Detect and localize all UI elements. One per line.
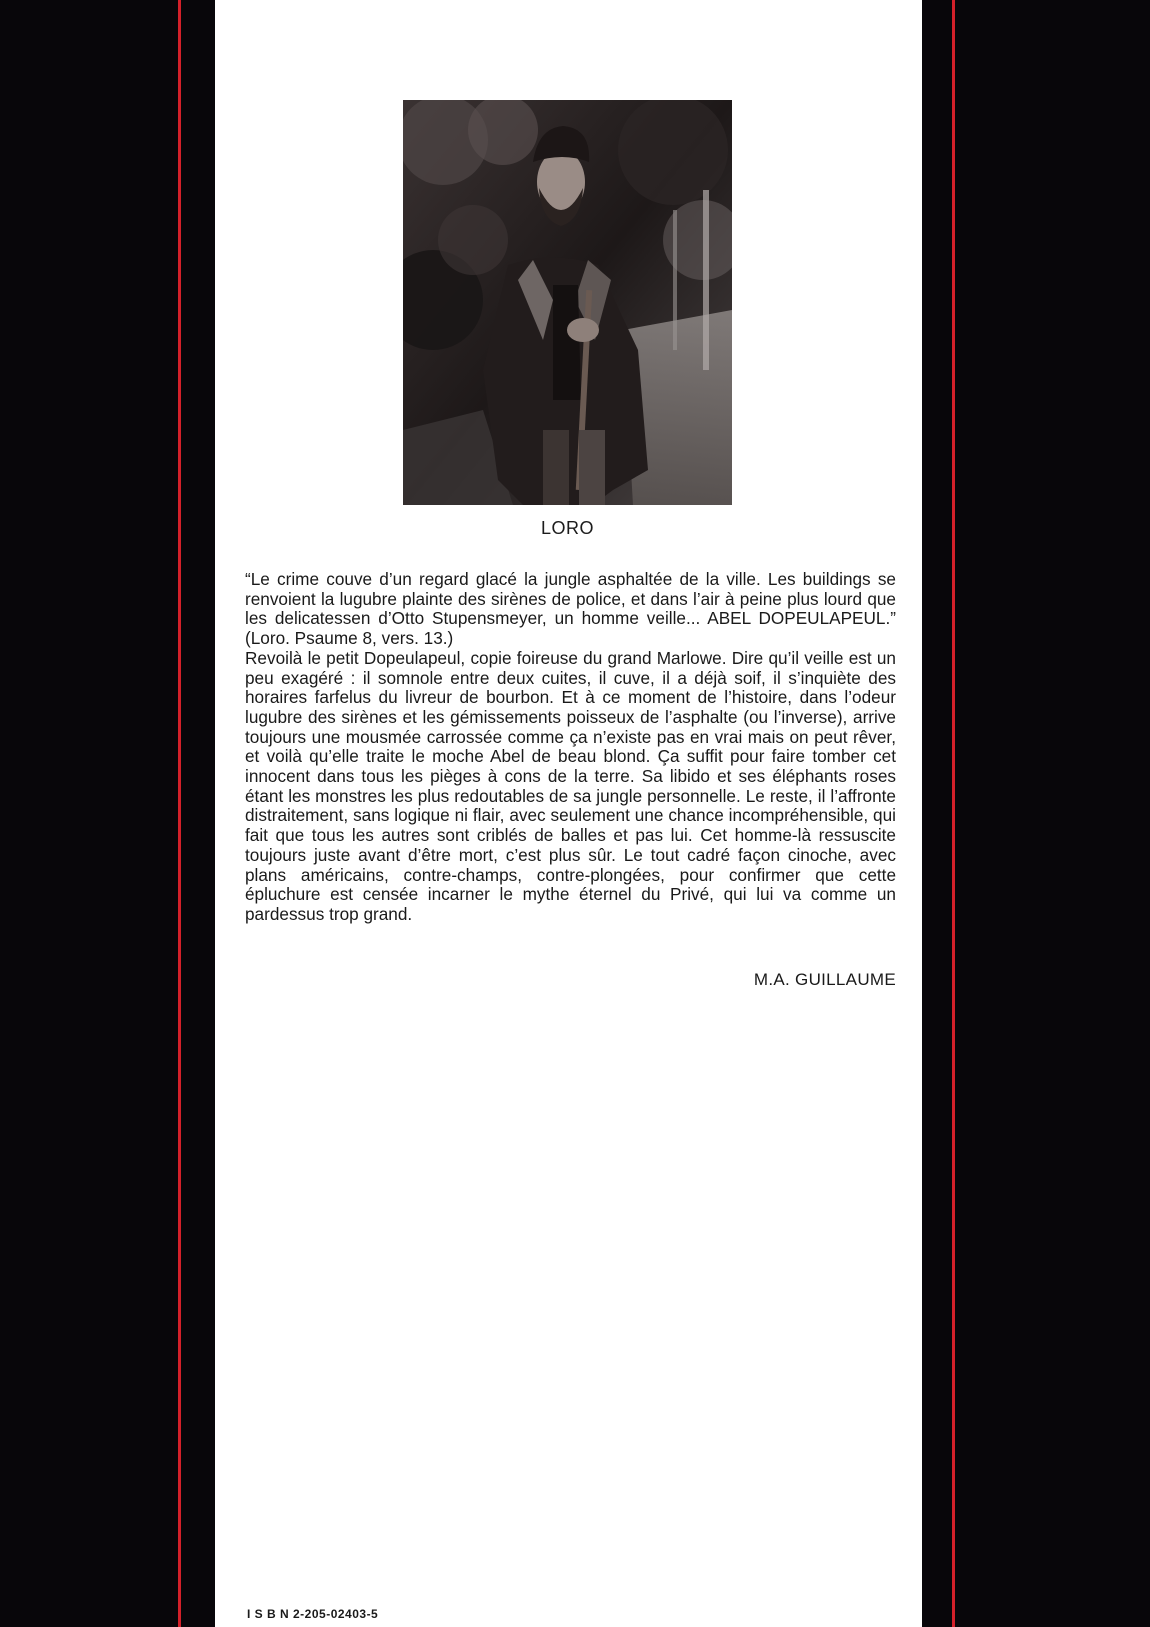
author-photo [403,100,732,505]
quote-paragraph: “Le crime couve d’un regard glacé la jungle asphaltée de la ville. Les buildings se renvoient la lugubre plainte des sirènes de police, et dans l’air à peine plus lourd que les delicatessen d’Otto Stupensmeyer, un homme veille... ABEL DOPEULAPEUL.” (Loro. Psaume 8, vers. 13.) [245,569,896,649]
photo-caption: LORO [540,518,594,538]
right-red-stripe [952,0,955,1627]
text-panel [215,0,922,1627]
author-photo-image [403,100,732,505]
left-red-stripe [178,0,181,1627]
back-cover-text [245,570,896,925]
review-paragraph: Revoilà le petit Dopeulapeul, copie foireuse du grand Marlowe. Dire qu’il veille est un peu exagéré : il somnole entre deux cuites, il cuve, il a déjà soif, il s’inquiète des horaires farfelus du livreur de bourbon. Et à ce moment de l’histoire, dans l’odeur lugubre des sirènes et les gémissements poisseux de l’asphalte (ou l’inverse), arrive toujours une mousmée carrossée comme ça n’existe pas en vrai mais on peut rêver, et voilà qu’elle traite le moche Abel de beau blond. Ça suffit pour faire tomber cet innocent dans tous les pièges à cons de la terre. Sa libido et ses éléphants roses étant les monstres les plus redoutables de sa jungle personnelle. Le reste, il l’affronte distraitement, sans logique ni flair, avec seulement une chance incompréhensible, qui fait que tous les autres sont criblés de balles et pas lui. Cet homme-là ressuscite toujours juste avant d’être mort, c’est plus sûr. Le tout cadré façon cinoche, avec plans américains, contre-champs, contre-plongées, pour confirmer que cette épluchure est censée incarner le mythe éternel du Privé, qui lui va comme un pardessus trop grand. [245,647,896,924]
isbn-number: I S B N 2-205-02403-5 [247,1607,379,1621]
review-signature: M.A. GUILLAUME [753,970,896,989]
